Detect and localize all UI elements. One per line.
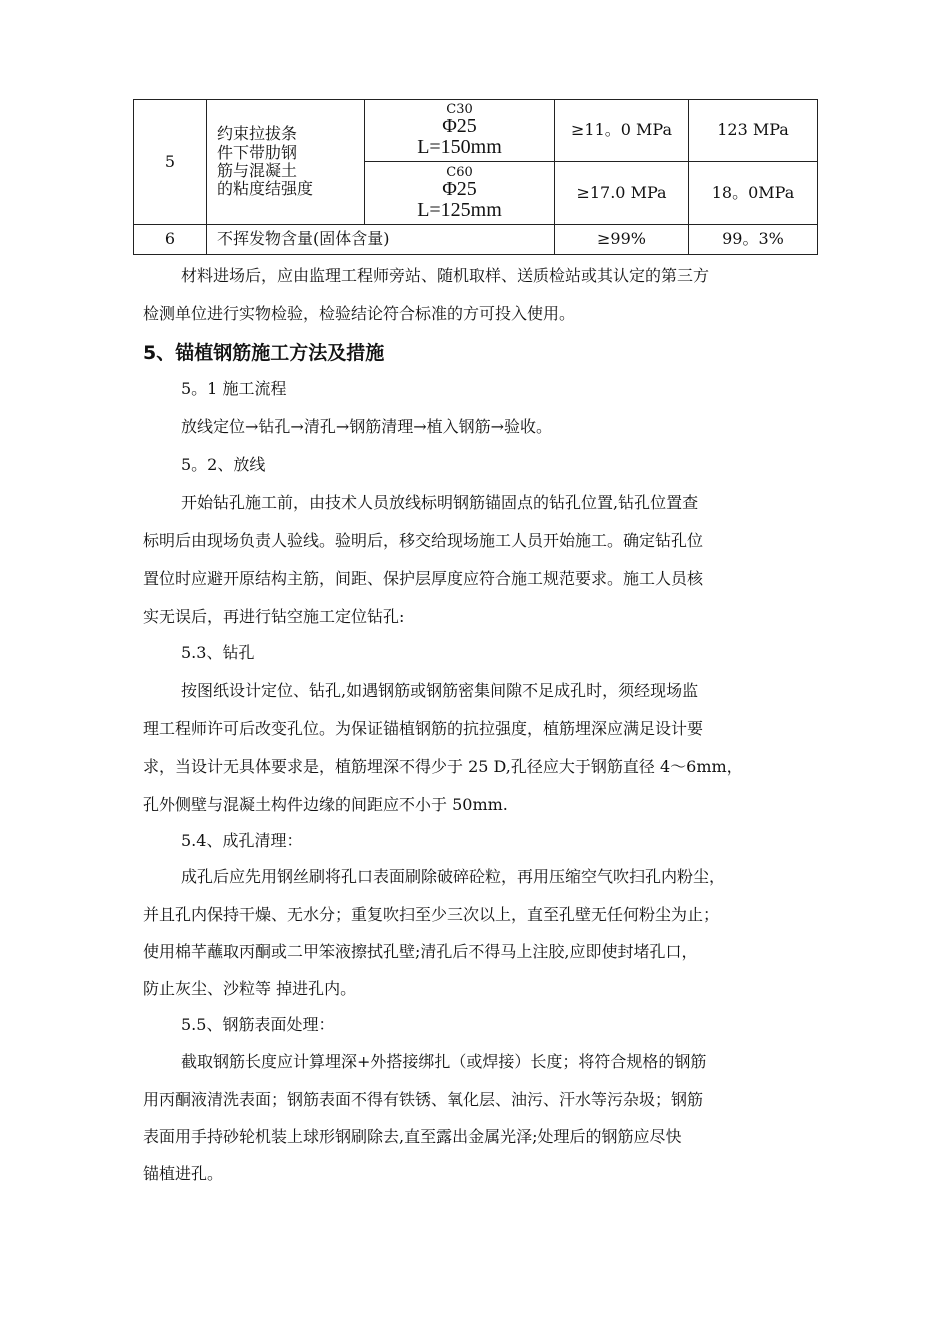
item-name-cell <box>207 100 365 225</box>
condition-cell <box>365 162 555 225</box>
paragraph-line: 锚植进孔。 <box>143 1164 224 1183</box>
paragraph-line: 检测单位进行实物检验，检验结论符合标准的方可投入使用。 <box>143 304 576 323</box>
section-heading: 5、锚植钢筋施工方法及措施 <box>143 342 385 364</box>
result-cell: 99。3% <box>689 225 818 255</box>
paragraph-line: 孔外侧壁与混凝土构件边缘的间距应不小于 50mm. <box>143 795 508 814</box>
requirement-cell: ≥17.0 MPa <box>555 162 689 225</box>
table-row <box>134 225 818 255</box>
result-cell: 18。0MPa <box>689 162 818 225</box>
paragraph-line: 置位时应避开原结构主筋，间距、保护层厚度应符合施工规范要求。施工人员核 <box>143 569 704 588</box>
paragraph-line: 成孔后应先用钢丝刷将孔口表面刷除破碎砼粒，再用压缩空气吹扫孔内粉尘， <box>181 867 726 886</box>
item-name-line: 筋与混凝土 <box>217 161 298 180</box>
item-name-cell: 不挥发物含量(固体含量) <box>207 225 555 255</box>
requirement-cell: ≥99% <box>555 225 689 255</box>
spec-table <box>133 99 818 255</box>
row-number: 6 <box>134 225 207 255</box>
embed-length: L=150mm <box>417 136 502 158</box>
paragraph-line: 使用棉芊蘸取丙酮或二甲笨液擦拭孔壁;清孔后不得马上注胶,应即使封堵孔口， <box>143 942 698 961</box>
result-cell: 123 MPa <box>689 100 818 162</box>
concrete-grade: C30 <box>446 102 473 117</box>
paragraph-line: 表面用手持砂轮机装上球形钢刷除去,直至露出金属光泽;处理后的钢筋应尽快 <box>143 1127 682 1146</box>
concrete-grade: C60 <box>446 164 473 180</box>
paragraph-line: 放线定位→钻孔→清孔→钢筋清理→植入钢筋→验收。 <box>181 417 553 436</box>
subsection-title: 5.5、钢筋表面处理： <box>181 1015 335 1034</box>
subsection-title: 5。2、放线 <box>181 455 266 474</box>
subsection-title: 5。1 施工流程 <box>181 379 287 398</box>
item-name-line: 件下带肋钢 <box>217 142 298 162</box>
paragraph-line: 材料进场后，应由监理工程师旁站、随机取样、送质检站或其认定的第三方 <box>181 266 710 285</box>
bar-diameter: Φ25 <box>442 115 477 137</box>
paragraph-line: 理工程师许可后改变孔位。为保证锚植钢筋的抗拉强度，植筋埋深应满足设计要 <box>143 719 704 738</box>
table-row <box>134 100 818 162</box>
paragraph-line: 截取钢筋长度应计算埋深+外搭接绑扎（或焊接）长度；将符合规格的钢筋 <box>181 1052 707 1071</box>
paragraph-line: 按图纸设计定位、钻孔,如遇钢筋或钢筋密集间隙不足成孔时，须经现场监 <box>181 681 699 700</box>
bar-diameter: Φ25 <box>442 177 477 200</box>
requirement-cell: ≥11。0 MPa <box>555 100 689 162</box>
paragraph-line: 标明后由现场负责人验线。验明后，移交给现场施工人员开始施工。确定钻孔位 <box>143 531 704 550</box>
paragraph-line: 开始钻孔施工前，由技术人员放线标明钢筋锚固点的钻孔位置,钻孔位置查 <box>181 493 699 512</box>
item-name-line: 约束拉拔条 <box>217 124 298 144</box>
embed-length: L=125mm <box>417 198 502 221</box>
paragraph-line: 并且孔内保持干燥、无水分；重复吹扫至少三次以上，直至孔壁无任何粉尘为止； <box>143 905 720 924</box>
paragraph-line: 求，当设计无具体要求是，植筋埋深不得少于 25 D,孔径应大于钢筋直径 4～6mm， <box>143 757 743 776</box>
paragraph-line: 实无误后，再进行钻空施工定位钻孔: <box>143 607 405 626</box>
subsection-title: 5.3、钻孔 <box>181 643 255 662</box>
row-number: 5 <box>134 100 207 225</box>
item-name-line: 的粘度结强度 <box>217 179 314 199</box>
paragraph-line: 防止灰尘、沙粒等 掉进孔内。 <box>143 979 357 998</box>
condition-cell <box>365 100 555 162</box>
subsection-title: 5.4、成孔清理： <box>181 831 303 850</box>
paragraph-line: 用丙酮液清洗表面；钢筋表面不得有铁锈、氧化层、油污、汗水等污杂圾；钢筋 <box>143 1090 704 1109</box>
